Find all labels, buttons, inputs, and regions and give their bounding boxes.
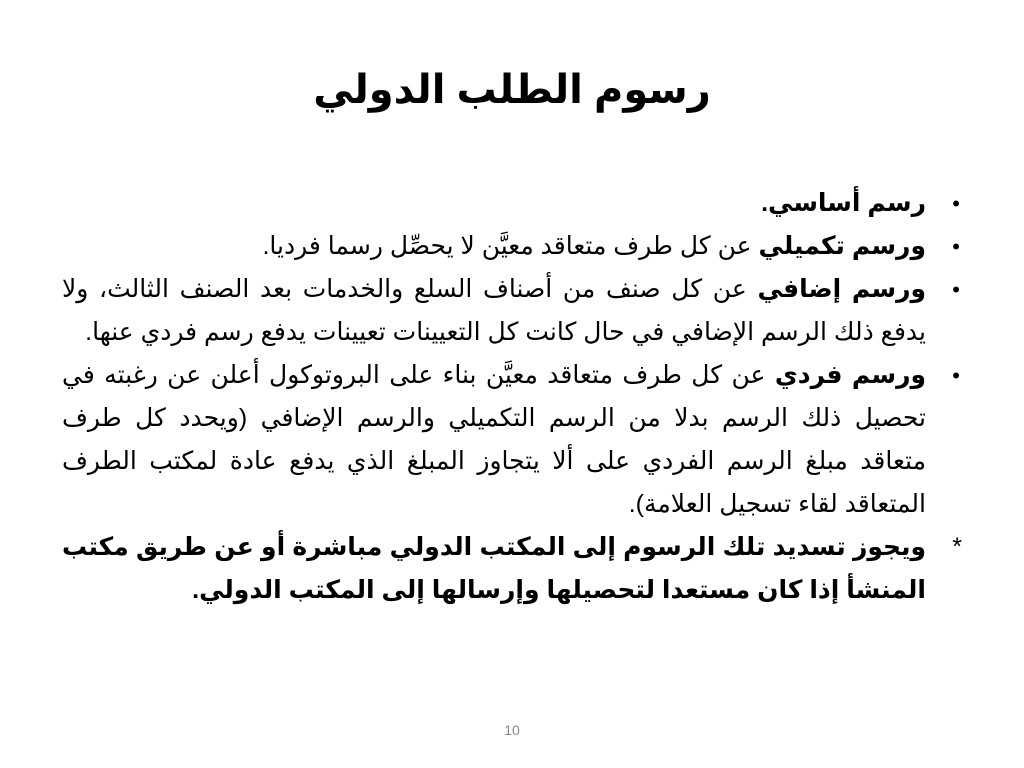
slide-body <box>62 182 962 612</box>
bullet-lead: رسم أساسي. <box>761 189 926 217</box>
bullet-lead: ورسم فردي <box>774 361 926 389</box>
bullet-supplementary-fee <box>62 268 962 354</box>
bullet-lead: ورسم إضافي <box>757 275 927 303</box>
payment-note <box>62 526 962 612</box>
bullet-complementary-fee <box>62 225 962 268</box>
note-text: ويجوز تسديد تلك الرسوم إلى المكتب الدولي مباشرة أو عن طريق مكتب المنشأ إذا كان مستعدا لتحصيلها وإرسالها إلى المكتب الدولي. <box>62 533 926 604</box>
asterisk-icon: * <box>952 533 962 561</box>
bullet-text: عن كل طرف متعاقد معيَّن لا يحصِّل رسما فرديا. <box>262 232 759 260</box>
slide-title: رسوم الطلب الدولي <box>313 68 711 112</box>
bullet-text: عن كل طرف متعاقد معيَّن بناء على البروتوكول أعلن عن رغبته في تحصيل ذلك الرسم بدلا من الرسم التكميلي والرسم الإضافي (ويحدد كل طرف متعاقد مبلغ الرسم الفردي على ألا يتجاوز المبلغ الذي يدفع عادة لمكتب الطرف المتعاقد لقاء تسجيل العلامة). <box>62 361 926 518</box>
bullet-icon: • <box>952 191 960 216</box>
bullet-basic-fee <box>62 182 962 225</box>
fee-bullet-list <box>62 182 962 526</box>
bullet-lead: ورسم تكميلي <box>758 232 926 260</box>
bullet-icon: • <box>952 234 960 259</box>
page-number: 10 <box>504 722 520 738</box>
bullet-icon: • <box>952 363 960 388</box>
bullet-icon: • <box>952 277 960 302</box>
bullet-text: عن كل صنف من أصناف السلع والخدمات بعد الصنف الثالث، ولا يدفع ذلك الرسم الإضافي في حال كانت كل التعيينات تعيينات يدفع رسم فردي عنها. <box>62 275 926 346</box>
bullet-individual-fee <box>62 354 962 526</box>
